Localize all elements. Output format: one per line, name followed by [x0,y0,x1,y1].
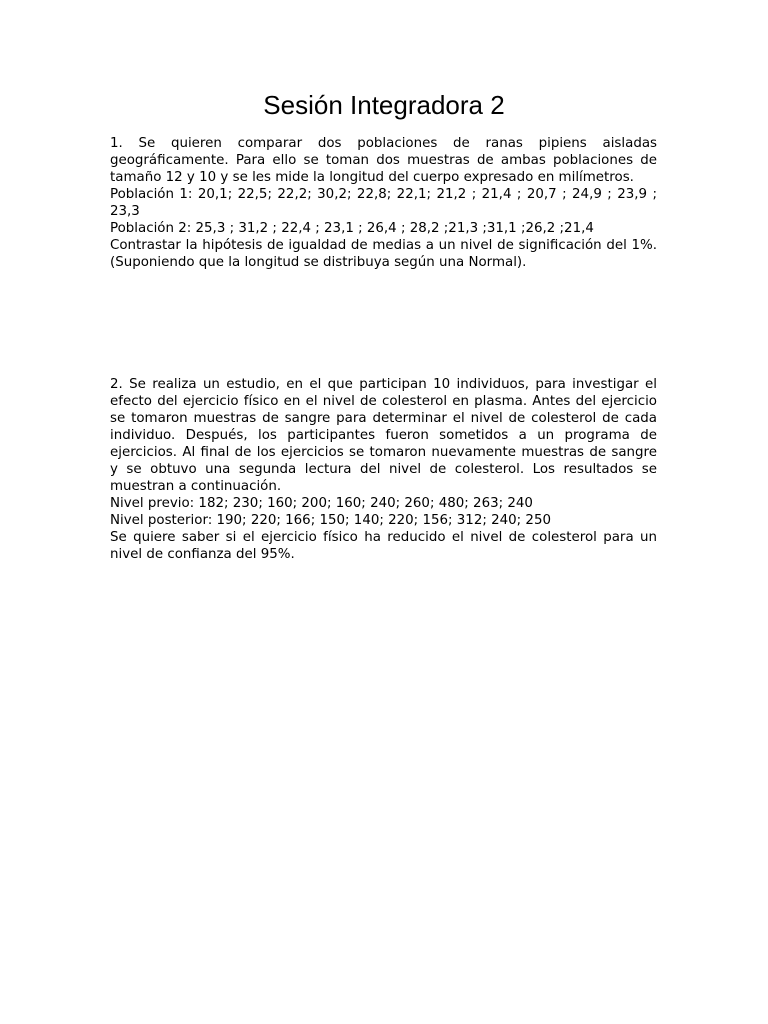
problem-2-nivel-posterior: Nivel posterior: 190; 220; 166; 150; 140; 220; 156; 312; 240; 250 [110,513,551,528]
problem-2-nivel-previo: Nivel previo: 182; 230; 160; 200; 160; 240; 260; 480; 263; 240 [110,496,533,511]
problem-1-population-1: Población 1: 20,1; 22,5; 22,2; 30,2; 22,8; 22,1; 21,2 ; 21,4 ; 20,7 ; 24,9 ; 23,9 ; 23,3 [110,187,657,219]
problem-2-question: Se quiere saber si el ejercicio físico ha reducido el nivel de colesterol para un nivel de confianza del 95%. [110,530,657,562]
problem-2-statement: 2. Se realiza un estudio, en el que participan 10 individuos, para investigar el efecto del ejercicio físico en el nivel de colesterol en plasma. Antes del ejercicio se tomaron muestras de sangre para determinar el nivel de colesterol de cada individuo. Después, los participantes fueron sometidos a un programa de ejercicios. Al final de los ejercicios se tomaron nuevamente muestras de sangre y se obtuvo una segunda lectura del nivel de colesterol. Los resultados se muestran a continuación. [110,377,657,494]
problem-2 [110,376,657,563]
problem-1-question: Contrastar la hipótesis de igualdad de medias a un nivel de significación del 1%. (Suponiendo que la longitud se distribuya según una Normal). [110,238,657,270]
page-title: Sesión Integradora 2 [263,90,505,120]
problem-1 [110,135,657,271]
problem-1-statement: 1. Se quieren comparar dos poblaciones de ranas pipiens aisladas geográficamente. Para ello se toman dos muestras de ambas poblaciones de tamaño 12 y 10 y se les mide la longitud del cuerpo expresado en milímetros. [110,136,657,185]
problem-1-population-2: Población 2: 25,3 ; 31,2 ; 22,4 ; 23,1 ; 26,4 ; 28,2 ;21,3 ;31,1 ;26,2 ;21,4 [110,221,594,236]
